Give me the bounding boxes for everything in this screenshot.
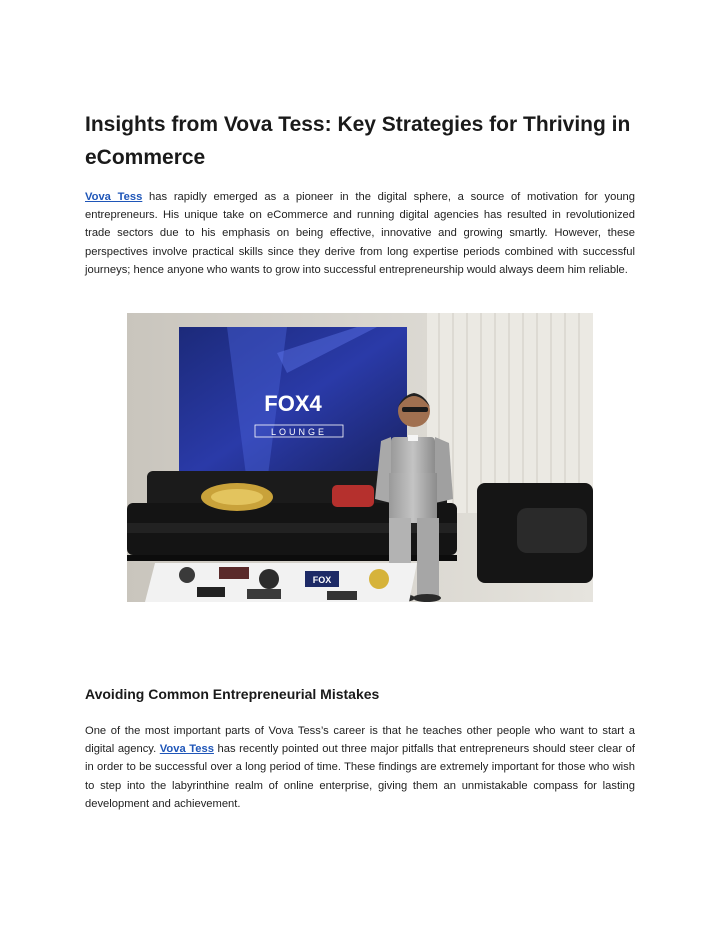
black-chair: [477, 483, 593, 583]
red-pillow: [332, 485, 374, 507]
sticker-text: FOX: [312, 575, 332, 585]
section-text-after: has recently pointed out three major pitfalls that entrepreneurs should steer clear of in order to be successful over a long period of time. These findings are extremely important for those who wish to step into the labyrinthine realm of online enterprise, giving them an unmistakable compass for lasting development and achievement.: [85, 743, 635, 810]
fox4-banner: [179, 327, 407, 483]
sticker-table: [145, 563, 417, 602]
article-photo: [127, 313, 593, 602]
section-text-before: One of the most important parts of Vova Tess’s career is that he teaches other people who want to start a digital agency.: [85, 725, 635, 756]
vova-tess-link[interactable]: Vova Tess: [85, 191, 143, 203]
section-paragraph: [85, 722, 635, 813]
banner-brand: FOX4: [264, 391, 322, 416]
section-heading: Avoiding Common Entrepreneurial Mistakes: [85, 686, 380, 702]
banner-sub: LOUNGE: [270, 427, 328, 437]
intro-paragraph: [85, 188, 635, 279]
vova-tess-link-2[interactable]: Vova Tess: [159, 743, 214, 756]
article-title: Insights from Vova Tess: Key Strategies for Thriving in eCommerce: [85, 113, 631, 169]
intro-text: has rapidly emerged as a pioneer in the digital sphere, a source of motivation for young entrepreneurs. His unique take on eCommerce and running digital agencies has resulted in revolutionized trade sectors due to his emphasis on being effective, innovative and growing smartly. However, these perspectives involve practical skills since they derive from long expertise periods combined with successful journeys; hence anyone who wants to grow into successful entrepreneurship would always deem him reliable.: [85, 191, 635, 276]
